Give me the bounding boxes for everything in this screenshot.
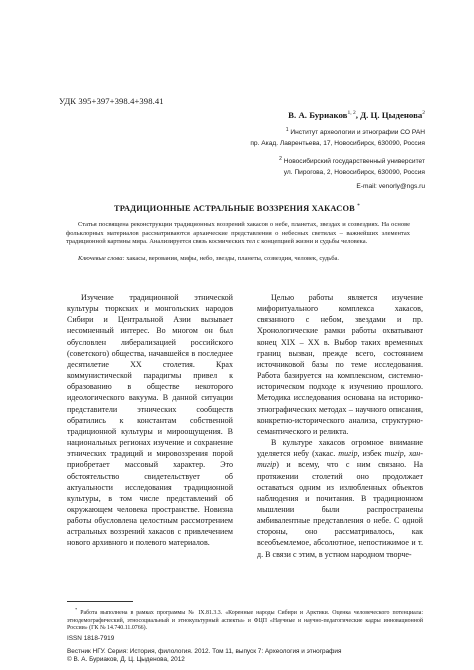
body-column-left [67,292,233,549]
paragraph-text: В культуре хакасов огромное внимание уделяется небу (хакас. [257,438,423,459]
italic-term: тигiр [338,449,358,459]
keywords-text: хакасы, верования, мифы, небо, звезды, планеты, созвездия, человек, судьба. [124,255,340,262]
footnote-mark: * [75,607,78,612]
udk-code: УДК 395+397+398.4+398.41 [59,96,164,106]
affiliation [250,125,425,149]
footnote-text: Работа выполнена в рамках программы № IX.81.3.3. «Коренные народы Сибири и Арктики. Оценка человеческого потенциала: этнодемографический, этносоциальный и этнокультурный аспекты» и ФЦП «Научные и научно-педагогические кадры инновационной России» (ГК № 14.740.11.0766). [67,609,423,632]
paragraph-text: ) и всему, что с ним связано. На протяжении столетий оно продолжает оставаться одним из излюбленных объектов наблюдения и почитания. В традиционном мышлении были распространены амбивалентные представления о небе. С одной стороны, оно рассматривалось, как всеобъемлемое, абсолютное, непостижимое и т. д. В связи с этим, в устном народном творче- [257,460,423,559]
journal-info [67,635,341,665]
issn: ISSN 1818-7919 [67,635,115,642]
footnote [67,606,423,633]
article-title [0,204,474,213]
paragraph: Целью работы является изучение мифоритуального комплекса хакасов, связанного с небом, звездами и пр. Хронологические рамки работы охватывают конец XIX – XX в. Выбор таких временных границ вызван, прежде всего, состоянием источниковой базы по теме исследования. Работа базируется на комплексном, системно-историческом подходе к изучению прошлого. Методика исследования основана на историко-этнографических методах – научного описания, конкретно-исторического анализа, структурно-семантического и реликта. [257,293,423,436]
author-affiliation-mark: 1, 2 [347,110,356,117]
author-email: E-mail: venorly@ngs.ru [356,183,425,190]
affiliation-number: 2 [279,156,282,162]
footnote-divider [67,601,133,602]
copyright: © В. А. Буриаков, Д. Ц. Цыденова, 2012 [67,656,185,664]
keywords [66,255,410,264]
author-separator: , [355,110,361,120]
author-name: Д. Ц. Цыденова [360,110,423,120]
body-column-right [257,292,423,560]
paragraph-text: , избек [357,449,385,459]
affiliation-number: 1 [285,127,289,133]
article-title-text: ТРАДИЦИОННЫЕ АСТРАЛЬНЫЕ ВОЗЗРЕНИЯ ХАКАСОВ [114,204,355,213]
author-list [288,110,425,120]
paragraph [257,437,423,560]
footnote-mark: * [357,204,360,210]
author-affiliation-mark: 2 [422,110,425,117]
italic-term: тигiр [384,449,404,459]
keywords-label: Ключевые слова: [78,255,125,262]
paragraph-text: , [403,449,409,459]
affiliation-line: Новосибирский государственный университет [283,158,425,166]
paragraph: Изучение традиционной этнической культуры тюркских и монгольских народов Сибири и Центральной Азии вызывает несомненный интерес. Во многом он был обусловлен либерализацией российского (советского) общества, начавшейся в последнее десятилетие XX столетия. Крах коммунистической парадигмы привел к образованию в обществе некоторого идеологического вакуума. В данной ситуации представители этнических сообществ обратились к константам собственной традиционной культуры и мироощущения. В национальных регионах изучение и сохранение этнических традиций и мировоззрения порой приобретает массовый характер. Это обстоятельство свидетельствует об актуальности исследования традиционной культуры, в том числе представлений об окружающем человека пространстве. Новизна работы обусловлена целостным рассмотрением астральных воззрений хакасов с привлечением нового архивного и полевого материалов. [67,293,233,548]
affiliation [279,154,425,178]
italic-term: хан-тигiр [257,449,423,470]
abstract: Статья посвящена реконструкции традиционных воззрений хакасов о небе, планетах, звездах и созвездиях. На основе фольклорных материалов рассматриваются архаические представления о небесных светилах – важнейших элементах традиционной картины мира. Анализируется связь космических тел с концепцией жизни и судьбы человека. [66,221,410,245]
journal-citation: Вестник НГУ. Серия: История, филология. 2012. Том 11, выпуск 7: Археология и этнография [67,647,342,655]
affiliation-line: пр. Акад. Лаврентьева, 17, Новосибирск, 630090, Россия [250,139,425,147]
author-name: В. А. Буриаков [288,110,348,120]
affiliation-line: ул. Пирогова, 2, Новосибирск, 630090, Россия [283,168,425,176]
affiliation-line: Институт археологии и этнографии СО РАН [290,129,425,137]
